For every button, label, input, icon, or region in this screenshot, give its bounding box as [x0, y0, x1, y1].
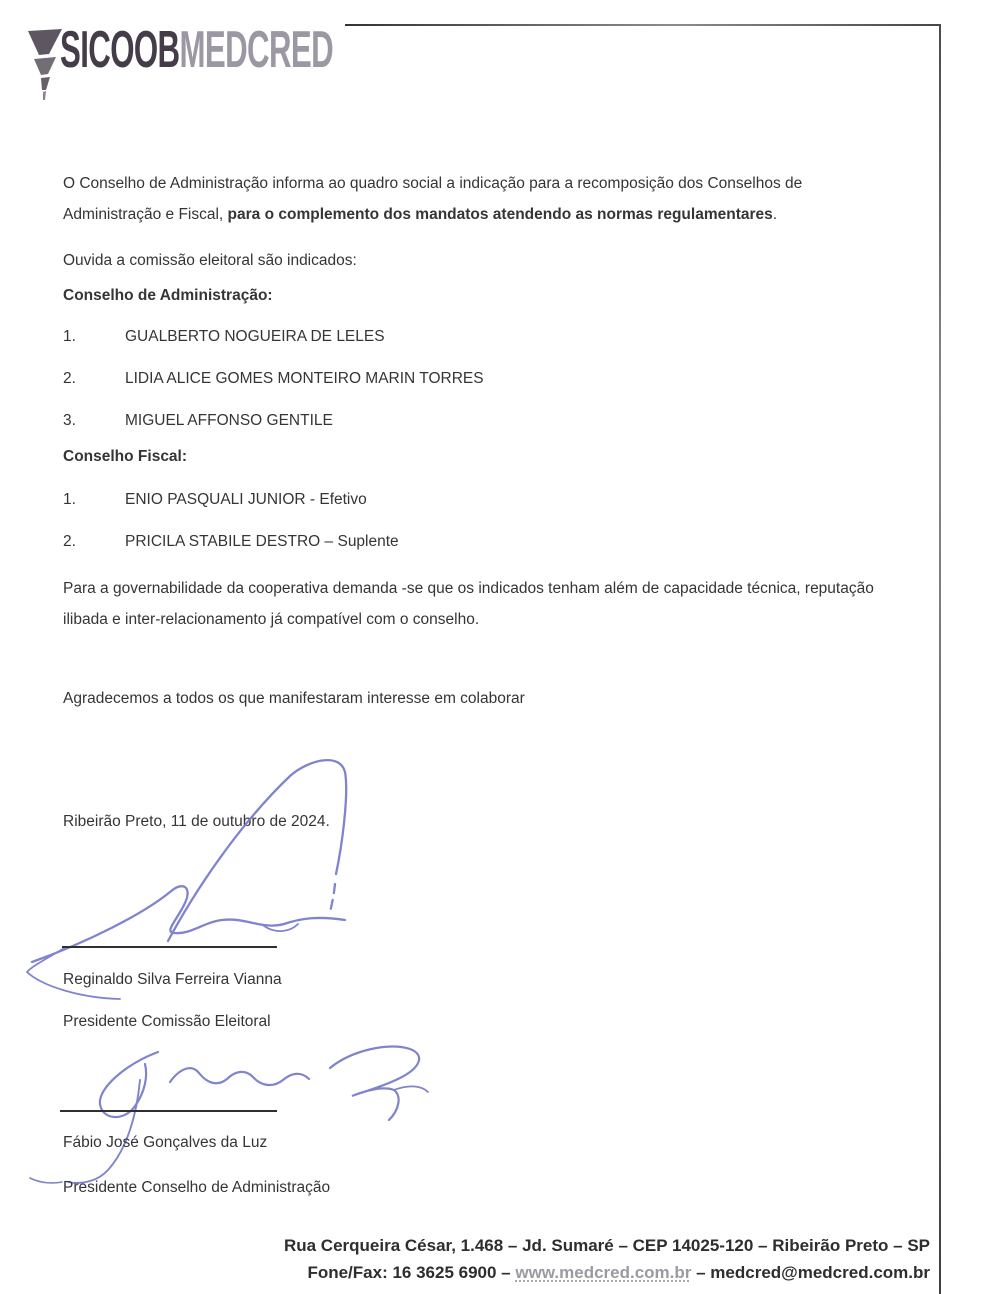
- item-number: 1.: [63, 491, 76, 508]
- list-item: [63, 412, 333, 430]
- intro-line2-end: .: [772, 206, 778, 223]
- scan-edge-horizontal: [345, 24, 941, 26]
- brand-text-primary: SICOOB: [60, 21, 180, 79]
- item-name: PRICILA STABILE DESTRO – Suplente: [125, 533, 399, 550]
- list-item: [63, 491, 367, 509]
- signatory-name-2: Fábio José Gonçalves da Luz: [63, 1134, 268, 1151]
- footer-email: – medcred@medcred.com.br: [691, 1263, 930, 1282]
- signature-line-2: [60, 1110, 277, 1112]
- governance-line2: ilibada e inter-relacionamento já compatível com o conselho.: [63, 611, 480, 628]
- signatory-role-2: Presidente Conselho de Administração: [63, 1179, 331, 1196]
- list-item: [63, 533, 399, 551]
- list-item: [63, 328, 385, 346]
- footer-address: Rua Cerqueira César, 1.468 – Jd. Sumaré – CEP 14025-120 – Ribeirão Preto – SP: [283, 1236, 930, 1255]
- signature-ink-2: [18, 1038, 443, 1198]
- item-name: GUALBERTO NOGUEIRA DE LELES: [125, 328, 385, 345]
- intro-line1: O Conselho de Administração informa ao quadro social a indicação para a recomposição dos Conselhos de: [63, 175, 803, 192]
- governance-line1: Para a governabilidade da cooperativa demanda -se que os indicados tenham além de capacidade técnica, reputação: [63, 580, 874, 597]
- brand-text-secondary: MEDCRED: [179, 21, 334, 79]
- governance-paragraph: [63, 573, 948, 635]
- section-heading-fiscal: Conselho Fiscal:: [63, 448, 188, 465]
- thanks-line: Agradecemos a todos os que manifestaram interesse em colaborar: [63, 690, 525, 707]
- signatory-name-1: Reginaldo Silva Ferreira Vianna: [63, 971, 282, 988]
- intro-line2-normal: Administração e Fiscal,: [63, 206, 228, 223]
- item-name: MIGUEL AFFONSO GENTILE: [125, 412, 333, 429]
- item-number: 2.: [63, 370, 76, 387]
- item-number: 1.: [63, 328, 76, 345]
- intro-line2-bold: para o complemento dos mandatos atendendo as normas regulamentares: [227, 206, 773, 223]
- footer-phone: Fone/Fax: 16 3625 6900 –: [307, 1263, 516, 1282]
- brand-logo: [60, 21, 334, 79]
- website-link: www.medcred.com.br: [515, 1263, 692, 1282]
- date-line: Ribeirão Preto, 11 de outubro de 2024.: [63, 813, 330, 830]
- item-name: ENIO PASQUALI JUNIOR - Efetivo: [125, 491, 367, 508]
- signature-line-1: [62, 946, 277, 948]
- sicoob-icon: [26, 28, 64, 107]
- ouvida-line: Ouvida a comissão eleitoral são indicados:: [63, 252, 357, 269]
- list-item: [63, 370, 484, 388]
- item-number: 2.: [63, 533, 76, 550]
- item-name: LIDIA ALICE GOMES MONTEIRO MARIN TORRES: [125, 370, 484, 387]
- signatory-role-1: Presidente Comissão Eleitoral: [63, 1013, 271, 1030]
- section-heading-admin: Conselho de Administração:: [63, 287, 273, 304]
- footer-contact: [307, 1263, 930, 1283]
- intro-paragraph: [63, 168, 948, 230]
- item-number: 3.: [63, 412, 76, 429]
